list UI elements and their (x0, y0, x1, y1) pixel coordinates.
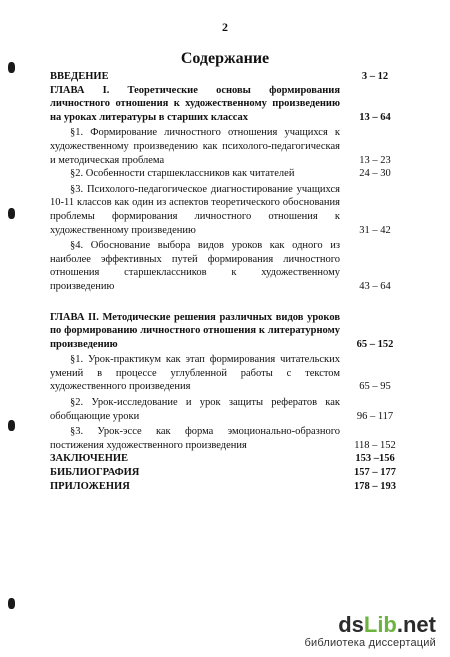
toc-entry-pages: 31 – 42 (359, 224, 391, 236)
toc-entry-pages: 43 – 64 (359, 280, 391, 292)
binding-hole-mark (8, 420, 15, 431)
toc-entry-text: §1. Формирование личностного отношения учащихся к художественному произведению как психолого-педагогическая и методическая проблема (50, 127, 340, 166)
toc-entry-pages: 65 – 95 (359, 381, 391, 393)
toc-entry-bibliography (50, 466, 410, 480)
toc-entry-text: §3. Психолого-педагогическое диагностирование учащихся 10-11 классов как один из аспектов теоретического обоснования проблемы формирования личностного отношения к художественному произведению (50, 183, 340, 236)
watermark-logo (304, 613, 436, 637)
toc-entry-chapter-2-section-3 (50, 425, 410, 452)
toc-entry-text: ПРИЛОЖЕНИЯ (50, 480, 130, 492)
toc-entry-introduction (50, 70, 410, 84)
toc-entry-pages: 118 – 152 (354, 439, 396, 451)
watermark-logo-net: .net (396, 612, 436, 637)
toc-entry-text: ВВЕДЕНИЕ (50, 71, 109, 82)
toc-entry-pages: 13 – 64 (359, 111, 391, 123)
toc-entry-text: ГЛАВА I. Теоретические основы формирования личностного отношения к художественному произведению на уроках литературы в старших классах (50, 84, 340, 123)
watermark (304, 613, 436, 649)
toc-entry-pages: 157 – 177 (354, 467, 396, 479)
watermark-logo-ds: ds (338, 612, 364, 637)
toc-entry-text: §2. Особенности старшеклассников как читателей (70, 168, 295, 180)
watermark-logo-lib: Lib (363, 612, 397, 637)
page-number: 2 (222, 20, 228, 34)
toc-entry-text: §3. Урок-эссе как форма эмоционально-образного постижения художественного произведения (50, 426, 340, 451)
toc-entry-pages: 3 – 12 (361, 71, 389, 82)
toc-entry-pages: 13 – 23 (359, 154, 391, 166)
toc-entry-text: §2. Урок-исследование и урок защиты рефератов как обобщающие уроки (50, 397, 340, 422)
toc-entry-text: §1. Урок-практикум как этап формирования читательских умений в процессе углубленной работы с текстом художественного произведения (50, 354, 340, 393)
toc-entry-chapter-1-section-4 (50, 239, 410, 293)
toc-entry-pages: 96 – 117 (356, 410, 394, 422)
toc-entry-pages: 24 – 30 (359, 168, 391, 180)
toc-entry-chapter-2-section-2 (50, 396, 410, 423)
toc-entry-pages: 153 –156 (355, 453, 395, 465)
page-title: Содержание (180, 50, 270, 67)
toc-entry-pages: 178 – 193 (354, 480, 396, 492)
toc-entry-chapter-1-section-1 (50, 126, 410, 167)
binding-hole-mark (8, 62, 15, 73)
toc-entry-conclusion (50, 452, 410, 466)
toc-entry-chapter-2 (50, 311, 410, 352)
toc-entry-text: ЗАКЛЮЧЕНИЕ (50, 453, 129, 465)
toc-entry-text: §4. Обоснование выбора видов уроков как одного из наиболее эффективных путей формирования личностного отношения старшеклассников к художественному произведению (50, 240, 340, 292)
toc-entry-text: ГЛАВА II. Методические решения различных видов уроков по формированию личностного отношения к литературному произведению (50, 311, 340, 350)
toc-entry-text: БИБЛИОГРАФИЯ (50, 467, 140, 479)
toc-entry-chapter-1 (50, 84, 410, 125)
toc-entry-pages: 65 – 152 (356, 338, 394, 350)
binding-hole-mark (8, 598, 15, 609)
table-of-contents (50, 70, 410, 493)
toc-entry-chapter-1-section-3 (50, 183, 410, 237)
toc-entry-chapter-1-section-2 (50, 167, 410, 181)
binding-hole-mark (8, 208, 15, 219)
toc-entry-appendices (50, 480, 410, 494)
toc-entry-chapter-2-section-1 (50, 353, 410, 394)
watermark-tagline: библиотека диссертаций (304, 637, 436, 649)
